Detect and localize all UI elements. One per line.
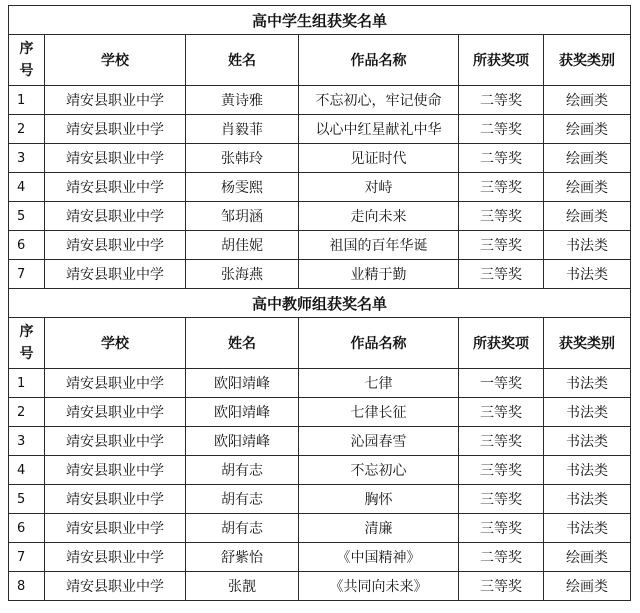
category-cell: 书法类	[544, 260, 631, 289]
header-award: 所获奖项	[459, 35, 544, 86]
category-cell: 绘画类	[544, 572, 631, 601]
table-row	[9, 427, 631, 456]
school-cell: 靖安县职业中学	[45, 543, 186, 572]
table-row	[9, 572, 631, 601]
school-cell: 靖安县职业中学	[45, 173, 186, 202]
row-number: 2	[9, 115, 45, 144]
teacher-section-title: 高中教师组获奖名单	[9, 289, 631, 318]
table-row	[9, 485, 631, 514]
header-seq-line-2: 号	[19, 346, 34, 362]
header-category: 获奖类别	[544, 35, 631, 86]
award-cell: 二等奖	[459, 144, 544, 173]
table-row	[9, 260, 631, 289]
table-row	[9, 369, 631, 398]
header-seq	[9, 35, 45, 86]
award-cell: 三等奖	[459, 514, 544, 543]
name-cell: 舒紫怡	[186, 543, 299, 572]
work-title-cell: 不忘初心，牢记使命	[299, 86, 459, 115]
award-cell: 三等奖	[459, 173, 544, 202]
name-cell: 欧阳靖峰	[186, 398, 299, 427]
row-number: 8	[9, 572, 45, 601]
award-list-table	[8, 5, 631, 601]
school-cell: 靖安县职业中学	[45, 231, 186, 260]
name-cell: 黄诗雅	[186, 86, 299, 115]
table-row	[9, 514, 631, 543]
name-cell: 张韩玲	[186, 144, 299, 173]
row-number: 7	[9, 543, 45, 572]
header-seq	[9, 318, 45, 369]
work-title-cell: 七律长征	[299, 398, 459, 427]
school-cell: 靖安县职业中学	[45, 144, 186, 173]
award-list-body	[9, 6, 631, 601]
header-work: 作品名称	[299, 318, 459, 369]
student-section-title: 高中学生组获奖名单	[9, 6, 631, 35]
category-cell: 绘画类	[544, 86, 631, 115]
header-category: 获奖类别	[544, 318, 631, 369]
name-cell: 邹玥涵	[186, 202, 299, 231]
school-cell: 靖安县职业中学	[45, 369, 186, 398]
category-cell: 绘画类	[544, 173, 631, 202]
table-row	[9, 543, 631, 572]
award-cell: 二等奖	[459, 543, 544, 572]
work-title-cell: 胸怀	[299, 485, 459, 514]
row-number: 5	[9, 202, 45, 231]
name-cell: 张靓	[186, 572, 299, 601]
work-title-cell: 清廉	[299, 514, 459, 543]
name-cell: 胡有志	[186, 456, 299, 485]
table-row	[9, 398, 631, 427]
category-cell: 书法类	[544, 231, 631, 260]
category-cell: 书法类	[544, 485, 631, 514]
header-seq-line-1: 序	[19, 324, 34, 340]
name-cell: 胡有志	[186, 514, 299, 543]
school-cell: 靖安县职业中学	[45, 86, 186, 115]
category-cell: 书法类	[544, 427, 631, 456]
category-cell: 书法类	[544, 514, 631, 543]
category-cell: 绘画类	[544, 202, 631, 231]
row-number: 2	[9, 398, 45, 427]
name-cell: 肖毅菲	[186, 115, 299, 144]
header-school: 学校	[45, 35, 186, 86]
row-number: 4	[9, 456, 45, 485]
header-seq-line-1: 序	[19, 41, 34, 57]
category-cell: 书法类	[544, 398, 631, 427]
header-seq-line-2: 号	[19, 63, 34, 79]
header-name: 姓名	[186, 35, 299, 86]
work-title-cell: 对峙	[299, 173, 459, 202]
award-cell: 三等奖	[459, 398, 544, 427]
student-section-title-row	[9, 6, 631, 35]
row-number: 6	[9, 231, 45, 260]
work-title-cell: 沁园春雪	[299, 427, 459, 456]
name-cell: 胡有志	[186, 485, 299, 514]
row-number: 7	[9, 260, 45, 289]
category-cell: 绘画类	[544, 115, 631, 144]
teacher-section-title-row	[9, 289, 631, 318]
work-title-cell: 《中国精神》	[299, 543, 459, 572]
student-header-row	[9, 35, 631, 86]
school-cell: 靖安县职业中学	[45, 485, 186, 514]
award-cell: 三等奖	[459, 572, 544, 601]
school-cell: 靖安县职业中学	[45, 514, 186, 543]
award-cell: 一等奖	[459, 369, 544, 398]
row-number: 6	[9, 514, 45, 543]
row-number: 1	[9, 86, 45, 115]
award-cell: 二等奖	[459, 115, 544, 144]
table-row	[9, 115, 631, 144]
header-name: 姓名	[186, 318, 299, 369]
table-row	[9, 202, 631, 231]
name-cell: 杨雯熙	[186, 173, 299, 202]
school-cell: 靖安县职业中学	[45, 427, 186, 456]
row-number: 5	[9, 485, 45, 514]
row-number: 4	[9, 173, 45, 202]
work-title-cell: 走向未来	[299, 202, 459, 231]
award-cell: 三等奖	[459, 485, 544, 514]
row-number: 3	[9, 144, 45, 173]
teacher-header-row	[9, 318, 631, 369]
award-cell: 三等奖	[459, 427, 544, 456]
category-cell: 书法类	[544, 456, 631, 485]
table-row	[9, 144, 631, 173]
school-cell: 靖安县职业中学	[45, 260, 186, 289]
school-cell: 靖安县职业中学	[45, 398, 186, 427]
school-cell: 靖安县职业中学	[45, 456, 186, 485]
work-title-cell: 七律	[299, 369, 459, 398]
table-row	[9, 173, 631, 202]
award-cell: 三等奖	[459, 231, 544, 260]
work-title-cell: 祖国的百年华诞	[299, 231, 459, 260]
category-cell: 绘画类	[544, 543, 631, 572]
school-cell: 靖安县职业中学	[45, 572, 186, 601]
name-cell: 胡佳妮	[186, 231, 299, 260]
work-title-cell: 《共同向未来》	[299, 572, 459, 601]
work-title-cell: 以心中红星献礼中华	[299, 115, 459, 144]
table-row	[9, 231, 631, 260]
table-row	[9, 456, 631, 485]
category-cell: 书法类	[544, 369, 631, 398]
award-cell: 三等奖	[459, 202, 544, 231]
name-cell: 张海燕	[186, 260, 299, 289]
row-number: 1	[9, 369, 45, 398]
table-row	[9, 86, 631, 115]
work-title-cell: 见证时代	[299, 144, 459, 173]
header-school: 学校	[45, 318, 186, 369]
name-cell: 欧阳靖峰	[186, 427, 299, 456]
name-cell: 欧阳靖峰	[186, 369, 299, 398]
category-cell: 绘画类	[544, 144, 631, 173]
header-award: 所获奖项	[459, 318, 544, 369]
award-cell: 二等奖	[459, 86, 544, 115]
school-cell: 靖安县职业中学	[45, 202, 186, 231]
school-cell: 靖安县职业中学	[45, 115, 186, 144]
header-work: 作品名称	[299, 35, 459, 86]
award-cell: 三等奖	[459, 260, 544, 289]
work-title-cell: 不忘初心	[299, 456, 459, 485]
award-cell: 三等奖	[459, 456, 544, 485]
row-number: 3	[9, 427, 45, 456]
work-title-cell: 业精于勤	[299, 260, 459, 289]
